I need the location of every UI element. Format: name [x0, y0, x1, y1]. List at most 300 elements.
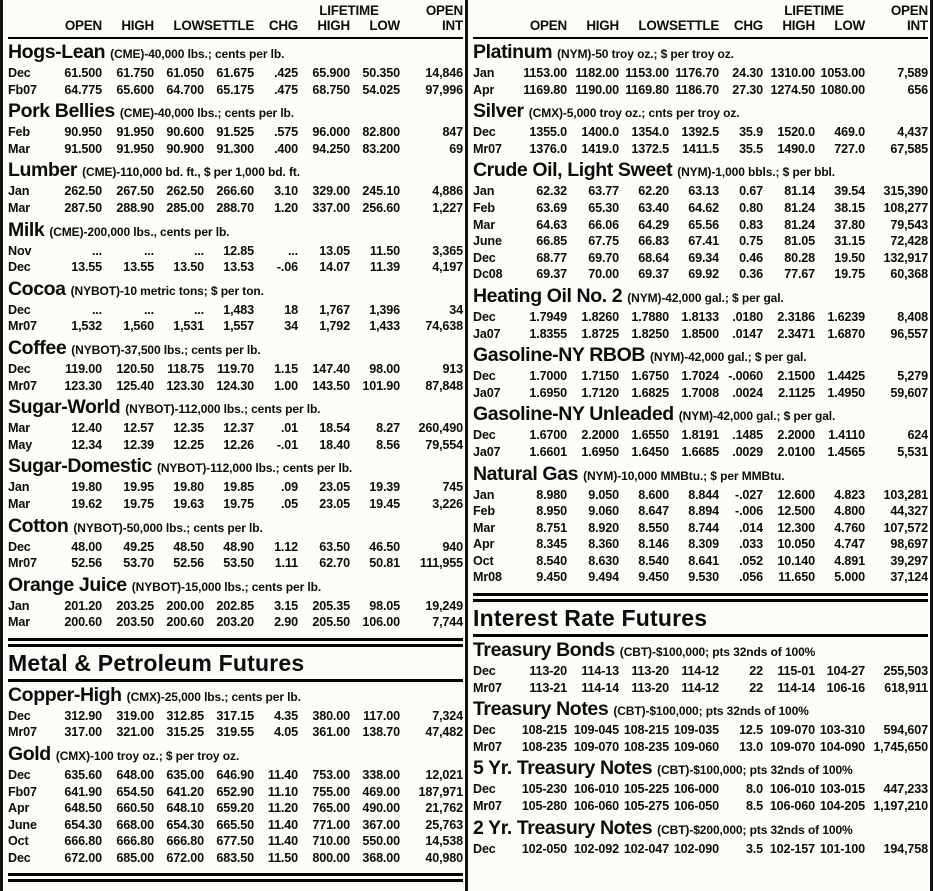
futures-group	[8, 685, 463, 741]
futures-table	[473, 663, 928, 696]
cell-low: 118.75	[167, 361, 204, 376]
cell-open-interest: 7,744	[432, 615, 463, 630]
futures-group	[473, 404, 928, 460]
cell-lifetime-low: 106.00	[362, 615, 400, 630]
cell-lifetime-low: 101-100	[819, 841, 865, 856]
cell-month: Dec	[8, 768, 31, 783]
table-row	[473, 781, 928, 798]
cell-lifetime-low: 38.15	[834, 200, 865, 215]
futures-table	[473, 368, 928, 401]
commodity-name: Sugar-World	[8, 397, 121, 419]
cell-high: 12.57	[123, 421, 154, 436]
cell-lifetime-low: 19.75	[834, 267, 865, 282]
table-row	[473, 200, 928, 217]
cell-settle: 1186.70	[675, 82, 719, 97]
cell-open-interest: 847	[442, 125, 463, 140]
cell-high: 1,560	[123, 319, 154, 334]
cell-month: Mr07	[8, 725, 37, 740]
group-header	[8, 338, 463, 361]
contract-spec: (CME)-40,000 lbs.; cents per lb.	[119, 106, 295, 121]
commodity-name: Coffee	[8, 337, 67, 359]
table-row	[473, 141, 928, 158]
contract-spec: (CME)-110,000 bd. ft., $ per 1,000 bd. ft.	[82, 165, 300, 180]
cell-lifetime-high: 81.24	[784, 200, 815, 215]
cell-low: 68.64	[638, 250, 669, 265]
cell-low: 285.00	[166, 200, 204, 215]
cell-month: Feb	[8, 125, 30, 140]
commodity-name: Copper-High	[8, 684, 122, 706]
cell-lifetime-high: 14.07	[319, 260, 350, 275]
cell-lifetime-high: 81.14	[784, 184, 815, 199]
cell-open-interest: 913	[442, 361, 463, 376]
commodity-name: Gold	[8, 744, 51, 766]
header-open-label: OPEN	[64, 18, 102, 33]
table-row	[8, 800, 463, 817]
cell-lifetime-high: 1,767	[319, 302, 350, 317]
cell-month: Jan	[473, 487, 495, 502]
cell-open: 105-230	[521, 782, 567, 797]
cell-open-interest: 97,996	[425, 82, 463, 97]
section-rule-top	[8, 638, 463, 647]
contract-spec: (NYBOT)-112,000 lbs.; cents per lb.	[156, 461, 353, 476]
cell-lifetime-high: 68.750	[312, 82, 350, 97]
cell-settle: 124.30	[216, 378, 254, 393]
table-row	[473, 233, 928, 250]
table-row	[8, 243, 463, 260]
cell-open: ...	[91, 302, 102, 317]
group-header	[473, 818, 928, 841]
cell-lifetime-high: 114-14	[777, 680, 815, 695]
cell-settle: 9.530	[688, 570, 719, 585]
cell-high: 8.630	[588, 553, 619, 568]
commodity-name: Natural Gas	[473, 463, 579, 485]
futures-table	[8, 479, 463, 512]
cell-settle: 8.641	[688, 553, 719, 568]
cell-open-interest: 315,390	[883, 184, 928, 199]
cell-high: 288.90	[116, 200, 154, 215]
futures-group	[473, 640, 928, 696]
cell-settle: 203.20	[216, 615, 254, 630]
cell-month: Jan	[8, 184, 30, 199]
table-row	[8, 302, 463, 319]
cell-open-interest: 255,503	[883, 664, 928, 679]
table-row	[473, 368, 928, 385]
cell-open-interest: 187,971	[418, 784, 463, 799]
header-settle-label: SETTLE	[204, 18, 254, 33]
cell-lifetime-low: 19.45	[369, 496, 400, 511]
cell-high: 19.95	[123, 480, 154, 495]
cell-low: 1.6750	[631, 369, 669, 384]
group-header	[473, 640, 928, 663]
header-chg-label: CHG	[268, 18, 298, 33]
table-row	[8, 850, 463, 867]
cell-settle: 12.26	[223, 437, 254, 452]
cell-open: 8.950	[536, 504, 567, 519]
table-row	[473, 65, 928, 82]
cell-month: Mar	[473, 520, 495, 535]
futures-table	[473, 65, 928, 98]
cell-lifetime-high: 109-070	[769, 739, 815, 754]
section-header	[473, 593, 928, 637]
header-open-interest-label: INT	[907, 18, 928, 33]
table-row	[8, 833, 463, 850]
cell-settle: 1.7008	[681, 385, 719, 400]
table-row	[473, 487, 928, 504]
cell-open-interest: 39,297	[890, 553, 928, 568]
cell-lifetime-high: 329.00	[312, 184, 350, 199]
cell-lifetime-low: 367.00	[362, 817, 400, 832]
cell-high: 114-13	[581, 664, 619, 679]
cell-lifetime-high: 147.40	[312, 361, 350, 376]
table-row	[8, 724, 463, 741]
futures-table	[8, 420, 463, 453]
futures-group	[473, 42, 928, 98]
cell-lifetime-high: 18.40	[319, 437, 350, 452]
header-chg-label: CHG	[733, 18, 763, 33]
cell-chg: .575	[274, 125, 298, 140]
cell-low: 1.7880	[631, 309, 669, 324]
cell-open: 1.7000	[529, 369, 567, 384]
cell-open-interest: 940	[442, 539, 463, 554]
cell-lifetime-high: 753.00	[312, 768, 350, 783]
cell-open-interest: 37,124	[890, 570, 928, 585]
cell-month: Jan	[473, 184, 495, 199]
cell-open: 201.20	[64, 598, 102, 613]
cell-lifetime-high: 1520.0	[777, 125, 815, 140]
cell-open: 1,532	[71, 319, 102, 334]
cell-open: 113-21	[529, 680, 567, 695]
cell-open: 641.90	[64, 784, 102, 799]
cell-high: 660.50	[116, 801, 154, 816]
header-row-top	[8, 3, 463, 18]
cell-open: 63.69	[536, 200, 567, 215]
cell-high: 666.80	[116, 834, 154, 849]
cell-low: 1.6825	[631, 385, 669, 400]
cell-month: Dec	[473, 723, 496, 738]
cell-chg: 0.75	[739, 234, 763, 249]
cell-high: ...	[143, 243, 154, 258]
cell-open-interest: 1,745,650	[873, 739, 928, 754]
cell-open-interest: 69	[449, 141, 463, 156]
cell-settle: 1,483	[223, 302, 254, 317]
cell-lifetime-low: 8.56	[376, 437, 400, 452]
cell-low: 19.63	[173, 496, 204, 511]
section-rule-bottom	[473, 634, 928, 637]
cell-chg: .475	[274, 82, 298, 97]
cell-high: 91.950	[116, 125, 154, 140]
cell-lifetime-high: 94.250	[312, 141, 350, 156]
cell-lifetime-low: 98.00	[369, 361, 400, 376]
cell-low: 8.146	[638, 537, 669, 552]
cell-open: 105-280	[521, 799, 567, 814]
group-header	[473, 758, 928, 781]
cell-chg: 34	[284, 319, 298, 334]
cell-lifetime-low: 54.025	[362, 82, 400, 97]
futures-group	[8, 744, 463, 867]
cell-settle: 1392.5	[681, 125, 719, 140]
contract-spec: (CMX)-25,000 lbs.; cents per lb.	[126, 689, 301, 704]
cell-lifetime-low: 338.00	[362, 768, 400, 783]
cell-chg: .0024	[732, 385, 763, 400]
group-header	[8, 575, 463, 598]
cell-lifetime-low: 490.00	[362, 801, 400, 816]
cell-month: Dec	[473, 369, 496, 384]
cell-month: Ja07	[473, 385, 501, 400]
commodity-name: Treasury Bonds	[473, 640, 615, 662]
cell-low: 8.550	[638, 520, 669, 535]
cell-chg: .0147	[732, 326, 763, 341]
cell-open: 1169.80	[523, 82, 567, 97]
section-header	[8, 638, 463, 682]
table-row	[473, 217, 928, 234]
cell-open-interest: 74,638	[425, 319, 463, 334]
cell-month: Apr	[8, 801, 30, 816]
futures-group	[473, 286, 928, 342]
cell-lifetime-high: 710.00	[312, 834, 350, 849]
cell-chg: ...	[287, 243, 298, 258]
futures-group	[8, 42, 463, 98]
cell-lifetime-high: 755.00	[312, 784, 350, 799]
futures-group	[473, 464, 928, 587]
table-row	[473, 250, 928, 267]
header-open-interest-label: INT	[442, 18, 463, 33]
cell-month: Fb07	[8, 82, 37, 97]
cell-chg: 4.05	[274, 725, 298, 740]
cell-lifetime-high: 2.1500	[777, 369, 815, 384]
cell-lifetime-high: 106-010	[769, 782, 815, 797]
futures-group	[8, 220, 463, 276]
cell-month: Dec	[473, 841, 496, 856]
header-month-spacer	[8, 18, 48, 33]
table-row	[8, 183, 463, 200]
cell-chg: .014	[739, 520, 763, 535]
cell-settle: 65.56	[688, 217, 719, 232]
cell-lifetime-low: 104-090	[819, 739, 865, 754]
cell-high: 319.00	[116, 708, 154, 723]
cell-open-interest: 4,197	[432, 260, 463, 275]
group-header	[473, 42, 928, 65]
cell-settle: 119.70	[217, 361, 254, 376]
cell-open: 287.50	[64, 200, 102, 215]
cell-open: ...	[91, 243, 102, 258]
cell-low: 64.700	[166, 82, 204, 97]
cell-low: 315.25	[166, 725, 204, 740]
cell-lifetime-low: 4.747	[834, 537, 865, 552]
cell-open-interest: 7,324	[432, 708, 463, 723]
cell-chg: 11.10	[267, 784, 298, 799]
cell-open: 1355.0	[529, 125, 567, 140]
cell-open-interest: 3,226	[432, 496, 463, 511]
table-row	[473, 536, 928, 553]
cell-low: 1.8250	[631, 326, 669, 341]
cell-lifetime-low: 1.4425	[827, 369, 865, 384]
cell-settle: 69.34	[688, 250, 719, 265]
cell-high: 8.360	[588, 537, 619, 552]
cell-low: 105-225	[623, 782, 669, 797]
cell-month: Mar	[8, 496, 30, 511]
cell-high: 61.750	[116, 66, 154, 80]
cell-lifetime-high: 96.000	[312, 125, 350, 140]
cell-lifetime-high: 18.54	[319, 421, 350, 436]
section-rule-top	[473, 593, 928, 602]
cell-low: 9.450	[638, 570, 669, 585]
commodity-name: Gasoline-NY Unleaded	[473, 404, 674, 426]
cell-high: 2.2000	[581, 428, 619, 443]
cell-month: Oct	[8, 834, 29, 849]
cell-settle: 202.85	[216, 598, 254, 613]
cell-month: Dc08	[473, 267, 503, 282]
futures-table	[8, 65, 463, 98]
cell-open-interest: 111,955	[419, 556, 463, 571]
cell-open-interest: 79,554	[425, 437, 463, 452]
cell-settle: 63.13	[688, 184, 719, 199]
cell-chg: .1485	[732, 428, 763, 443]
group-header	[8, 456, 463, 479]
cell-chg: 3.10	[274, 184, 298, 199]
cell-open: 1.6700	[529, 428, 567, 443]
header-lifetime-label: LIFETIME	[784, 3, 844, 18]
cell-open: 113-20	[529, 664, 567, 679]
table-row	[473, 124, 928, 141]
group-header	[473, 699, 928, 722]
cell-high: 49.25	[123, 539, 154, 554]
futures-group	[8, 160, 463, 216]
cell-lifetime-low: 469.00	[362, 784, 400, 799]
cell-month: Mar	[8, 200, 30, 215]
cell-open: 108-235	[521, 739, 567, 754]
cell-high: 109-045	[573, 723, 619, 738]
cell-month: Mr08	[473, 570, 502, 585]
cell-chg: -.006	[735, 504, 763, 519]
table-row	[8, 708, 463, 725]
cell-lifetime-high: 115-01	[777, 664, 815, 679]
cell-lifetime-low: 1080.00	[820, 82, 865, 97]
cell-month: Dec	[8, 851, 31, 866]
cell-lifetime-high: 81.05	[784, 234, 815, 249]
cell-open: 648.50	[64, 801, 102, 816]
cell-high: 685.00	[116, 851, 154, 866]
cell-chg: 3.15	[274, 598, 298, 613]
cell-open: 108-215	[521, 723, 567, 738]
futures-table	[8, 243, 463, 276]
futures-table	[473, 841, 928, 858]
table-row	[8, 767, 463, 784]
cell-open-interest: 60,368	[890, 267, 928, 282]
cell-open: 123.30	[64, 378, 102, 393]
cell-chg: .056	[739, 570, 763, 585]
table-row	[473, 266, 928, 283]
cell-chg: 0.46	[739, 250, 763, 265]
table-row	[473, 309, 928, 326]
header-lifetime-high-label: HIGH	[317, 18, 350, 33]
cell-chg: 12.5	[739, 723, 763, 738]
cell-chg: 0.83	[739, 217, 763, 232]
cell-lifetime-high: 205.35	[312, 598, 350, 613]
cell-lifetime-high: 337.00	[312, 200, 350, 215]
table-row	[8, 784, 463, 801]
cell-low: ...	[193, 243, 204, 258]
table-row	[473, 680, 928, 697]
cell-high: 63.77	[588, 184, 619, 199]
futures-table	[473, 781, 928, 814]
cell-lifetime-low: 11.50	[369, 243, 400, 258]
group-header	[8, 220, 463, 243]
contract-spec: (NYBOT)-112,000 lbs.; cents per lb.	[125, 402, 321, 417]
cell-low: 8.647	[638, 504, 669, 519]
cell-chg: .400	[274, 141, 298, 156]
cell-open: 1.6601	[529, 444, 567, 459]
futures-group	[8, 516, 463, 572]
table-row	[8, 361, 463, 378]
commodity-name: Silver	[473, 101, 524, 123]
cell-chg: 18	[284, 302, 298, 317]
cell-open: 48.00	[71, 539, 102, 554]
cell-settle: 1.8500	[681, 326, 719, 341]
cell-month: Fb07	[8, 784, 37, 799]
header-row-top	[473, 3, 928, 18]
cell-open: 19.62	[71, 496, 102, 511]
cell-lifetime-low: 50.81	[369, 556, 400, 571]
cell-open-interest: 1,227	[432, 200, 463, 215]
cell-settle: 1,557	[223, 319, 254, 334]
table-row	[8, 539, 463, 556]
table-row	[8, 65, 463, 82]
cell-settle: 665.50	[216, 817, 254, 832]
cell-low: 108-235	[623, 739, 669, 754]
header-low-label: LOW	[173, 18, 204, 33]
cell-month: Mr07	[8, 556, 37, 571]
cell-month: Mar	[8, 141, 30, 156]
header-high-label: HIGH	[586, 18, 619, 33]
futures-group	[473, 345, 928, 401]
cell-low: ...	[193, 302, 204, 317]
cell-low: 1.6550	[631, 428, 669, 443]
cell-lifetime-low: 83.200	[362, 141, 400, 156]
cell-open: 312.90	[64, 708, 102, 723]
column-header	[473, 3, 928, 33]
cell-open-interest: 108,277	[883, 200, 928, 215]
cell-low: 1.6450	[631, 444, 669, 459]
cell-month: Mr07	[473, 680, 502, 695]
cell-lifetime-low: 4.760	[834, 520, 865, 535]
cell-open-interest: 40,980	[425, 851, 463, 866]
cell-lifetime-low: 1.6239	[827, 309, 865, 324]
contract-spec: (NYM)-42,000 gal.; $ per gal.	[627, 290, 784, 305]
group-header	[473, 160, 928, 183]
cell-open-interest: 21,762	[425, 801, 463, 816]
cell-chg: 22	[749, 664, 763, 679]
table-row	[473, 739, 928, 756]
futures-group	[473, 758, 928, 814]
cell-lifetime-high: 13.05	[319, 243, 350, 258]
cell-lifetime-low: 1.4950	[827, 385, 865, 400]
cell-lifetime-high: 23.05	[319, 480, 350, 495]
cell-open-interest: 132,917	[883, 250, 928, 265]
cell-settle: 1.8133	[681, 309, 719, 324]
commodity-name: Pork Bellies	[8, 101, 115, 123]
cell-lifetime-high: 11.650	[778, 570, 815, 585]
cell-lifetime-low: 1053.00	[820, 66, 865, 80]
cell-settle: 1.8191	[681, 428, 719, 443]
cell-low: 123.30	[166, 378, 204, 393]
cell-month: Ja07	[473, 326, 501, 341]
cell-high: 9.494	[588, 570, 619, 585]
cell-settle: 646.90	[216, 768, 254, 783]
cell-chg: 11.50	[267, 851, 298, 866]
cell-high: 648.00	[116, 768, 154, 783]
cell-chg: .0180	[732, 309, 763, 324]
cell-lifetime-low: 4.800	[834, 504, 865, 519]
